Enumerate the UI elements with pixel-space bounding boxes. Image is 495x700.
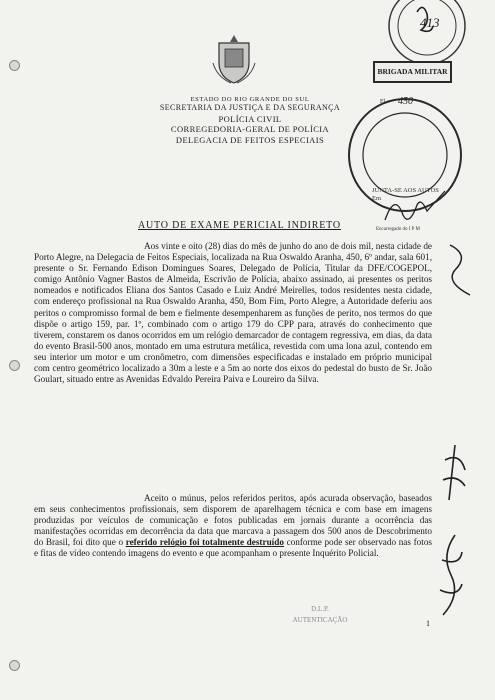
paragraph-2 [34, 493, 432, 560]
paragraph-2-start: Aceito o múnus, pelos referidos peritos, após acurada observação, baseados em seus conhecimentos profissionais, sem disporem de aparelhagem técnica e com base em imagens produzidas por veículos de comunicação e fotos publicadas em jornais durante a ocorrência das manifestações ocorridas em decorrência da data que marcava a passagem dos 500 anos de Descobrimento do Brasil, foi dito que o [34, 493, 432, 548]
page-number: 1 [426, 619, 430, 628]
signature [440, 240, 480, 300]
folio-number: 450 [398, 96, 413, 107]
juntada-em: Em [372, 195, 382, 202]
paragraph-2-emphasis: referido relógio foi totalmente destruído [125, 537, 284, 548]
signature [430, 530, 475, 620]
dlp-stamp: D.L.P. [311, 605, 329, 613]
folio-label: Fl. [380, 99, 387, 105]
delegacia-name: DELEGACIA DE FEITOS ESPECIAIS [175, 134, 325, 145]
signature [435, 440, 475, 510]
policia-name: POLÍCIA CIVIL [218, 113, 282, 124]
paragraph-1-text: Aos vinte e oito (28) dias do mês de junho do ano de dois mil, nesta cidade de Porto Alegre, na Delegacia de Feitos Especiais, localizada na Rua Oswaldo Aranha, 450, 6º andar, sala 601, presente o Sr. Fernando Edison Domingues Soares, Delegado de Polícia, Titular da DFE/COGEPOL, comigo Antônio Vagner Bastos de Almeida, Escrivão de Polícia, abaixo assinado, ai presentes os peritos nomeados e notificados Eliana dos Santos Casado e Luiz André Meirelles, todos residentes nesta cidade, com endereço profissional na Rua Oswaldo Aranha, 450, Bom Fim, Porto Alegre, a Autoridade deferiu aos peritos o compromisso formal de bem e fielmente desempenharem as funções de perito, nos termos do que dispõe o artigo 159, par. 1º, combinado com o artigo 179 do CPP para, através do conhecimento que tiverem, constarem os danos ocorridos em um relógio demarcador de contagem regressiva, em dias, da data do evento Brasil-500 anos, montado em uma estrutura metálica, revestida com uma lona azul, contendo em seu interior um motor e um cronômetro, com dimensões especificadas e instalado em próprio municipal com centro geométrico localizado a 30m a leste e a 5m ao norte dos eixos do pedestal do busto de Sr. João Goulart, situado entre as Avenidas Edvaldo Pereira Paiva e Loureiro da Silva. [34, 241, 432, 385]
juntada-text: JUNTA-SE AOS AUTOS [372, 187, 439, 194]
state-crest-logo [211, 33, 257, 85]
state-name: ESTADO DO RIO GRANDE DO SUL [190, 96, 310, 103]
paragraph-2-end: conforme pode ser observado nas fotos e fitas de vídeo contendo imagens do evento e que acompanham o presente Inquérito Policial. [34, 537, 432, 559]
corregedoria-name: CORREGEDORIA-GERAL DE POLÍCIA [170, 124, 330, 134]
document-title: AUTO DE EXAME PERICIAL INDIRETO [138, 220, 341, 231]
feitos-especiais-stamp [367, 0, 477, 70]
secretaria-name: SECRETARIA DA JUSTIÇA E DA SEGURANÇA [159, 103, 341, 112]
paragraph-1 [34, 241, 432, 385]
binder-hole [9, 360, 20, 371]
autenticacao-stamp: AUTENTICAÇÃO [292, 616, 348, 624]
encarregado-label: Encarregado do I P M [376, 227, 420, 232]
handwritten-page-number: 413 [420, 15, 440, 30]
brigada-militar-stamp: BRIGADA MILITAR [373, 61, 452, 83]
binder-hole [9, 60, 20, 71]
signature [380, 190, 450, 230]
letterhead [120, 96, 380, 145]
binder-hole [9, 660, 20, 671]
